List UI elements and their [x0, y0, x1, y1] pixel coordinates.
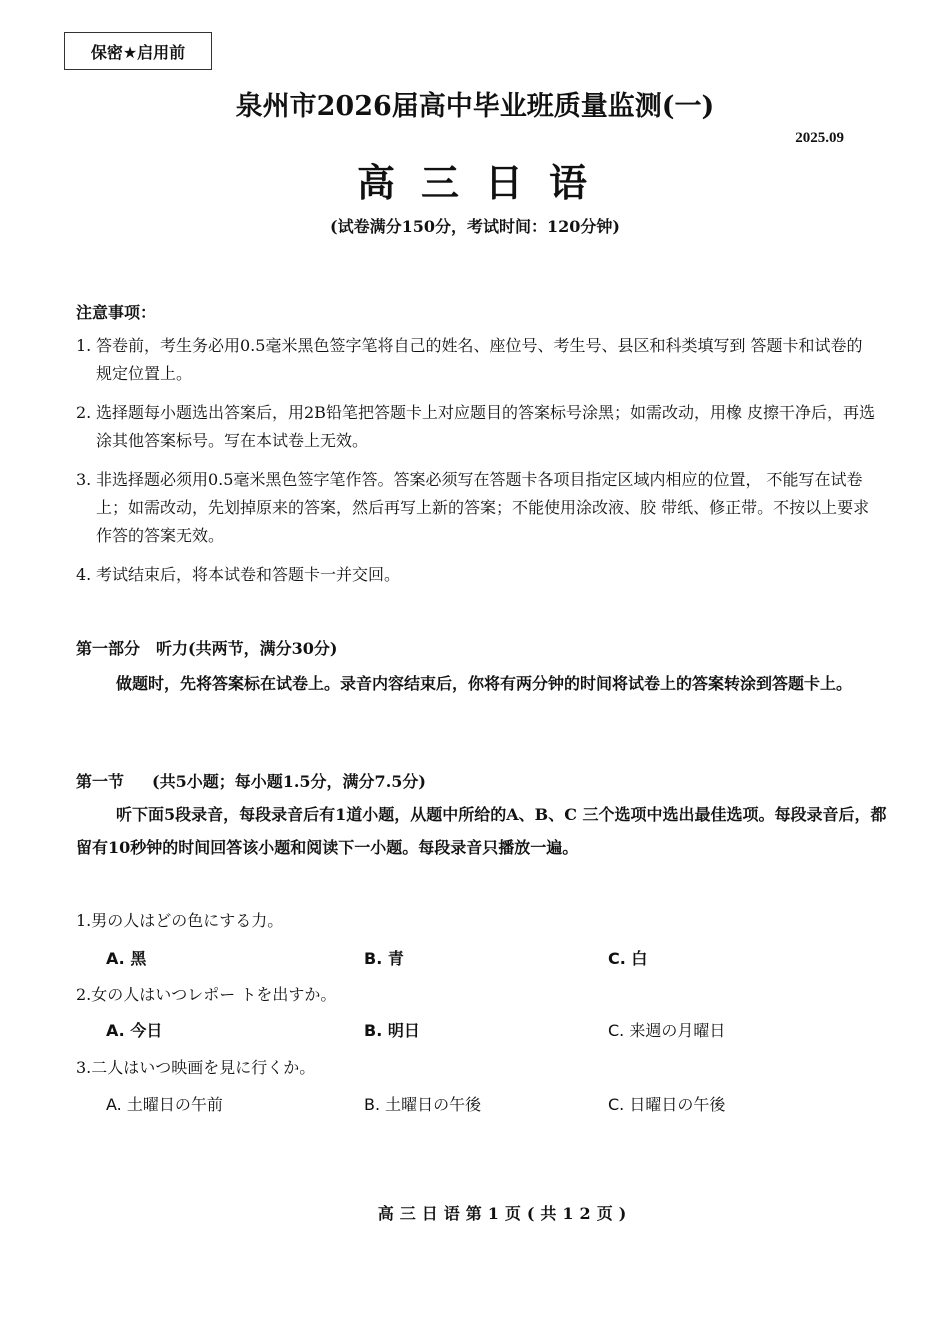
note-number: 2. — [76, 403, 92, 422]
option-b — [364, 946, 404, 969]
score-time-info: (试卷满分150分，考试时间：120分钟) — [330, 217, 620, 236]
option-c — [608, 1018, 725, 1041]
section1-heading-detail: (共5小题；每小题1.5分，满分7.5分) — [152, 772, 426, 791]
option-text: 来週の月曜日 — [629, 1021, 726, 1040]
option-label: C. — [608, 1021, 625, 1040]
option-text: 青 — [387, 949, 404, 968]
note-text: 考试结束后，将本试卷和答题卡一并交回。 — [96, 565, 401, 584]
option-label: B. — [364, 1095, 381, 1114]
option-label: A. — [106, 1021, 125, 1040]
exam-title: 泉州市2026届高中毕业班质量监测(一) — [235, 91, 715, 122]
option-label: A. — [106, 1095, 122, 1114]
note-number: 3. — [76, 470, 92, 489]
note-text: 选择题每小题选出答案后，用2B铅笔把答题卡上对应题目的答案标号涂黑；如需改动，用橡 皮擦干净后，再选涂其他答案标号。写在本试卷上无效。 — [96, 403, 876, 450]
option-label: B. — [364, 1021, 383, 1040]
note-number: 4. — [76, 565, 92, 584]
note-number: 1. — [76, 336, 92, 355]
note-item — [76, 332, 876, 388]
question-stem: 3.二人はいつ映画を見に行くか。 — [76, 1058, 316, 1077]
option-a — [106, 1092, 223, 1115]
part1-instruction: 做题时，先将答案标在试卷上。录音内容结束后，你将有两分钟的时间将试卷上的答案转涂到答题卡上。 — [116, 674, 853, 693]
section1-heading-label: 第一节 — [76, 772, 125, 791]
notes-title: 注意事项： — [76, 303, 157, 322]
option-text: 今日 — [130, 1021, 163, 1040]
section1-instruction: 听下面5段录音，每段录音后有1道小题，从题中所给的A、B、C 三个选项中选出最佳选项。每段录音后，都留有10秒钟的时间回答该小题和阅读下一小题。每段录音只播放一遍。 — [76, 805, 887, 857]
option-text: 白 — [631, 949, 648, 968]
option-b — [364, 1018, 420, 1041]
note-text: 答卷前，考生务必用0.5毫米黑色签字笔将自己的姓名、座位号、考生号、县区和科类填写到 答题卡和试卷的规定位置上。 — [96, 336, 863, 383]
option-label: C. — [608, 1095, 625, 1114]
option-a — [106, 1018, 162, 1041]
option-text: 明日 — [387, 1021, 420, 1040]
note-item — [76, 466, 876, 550]
page-footer: 高三日语第1页(共12页) — [377, 1204, 633, 1223]
confidential-stamp: 保密★启用前 — [64, 32, 212, 70]
note-item — [76, 399, 876, 455]
exam-date: 2025.09 — [795, 130, 844, 146]
option-a — [106, 946, 146, 969]
option-b — [364, 1092, 481, 1115]
option-text: 黑 — [130, 949, 147, 968]
option-label: C. — [608, 949, 626, 968]
option-text: 土曜日の午後 — [385, 1095, 482, 1114]
question-stem: 2.女の人はいつレポー トを出すか。 — [76, 985, 337, 1004]
part1-heading — [76, 636, 337, 659]
subject-title: 高三日语 — [356, 160, 613, 205]
part1-heading-detail: 听力(共两节，满分30分) — [156, 639, 338, 658]
part1-heading-label: 第一部分 — [76, 639, 141, 658]
note-item — [76, 561, 876, 589]
option-text: 日曜日の午後 — [629, 1095, 726, 1114]
option-c — [608, 1092, 725, 1115]
note-text: 非选择题必须用0.5毫米黑色签字笔作答。答案必须写在答题卡各项目指定区域内相应的位置， 不能写在试卷上；如需改动，先划掉原来的答案，然后再写上新的答案；不能使用涂改液、胶 带纸、修正带。不按以上要求作答的答案无效。 — [96, 470, 870, 545]
section1-heading — [76, 769, 426, 792]
question-stem: 1.男の人はどの色にする力。 — [76, 911, 284, 930]
option-label: A. — [106, 949, 125, 968]
option-text: 土曜日の午前 — [126, 1095, 223, 1114]
option-c — [608, 946, 647, 969]
option-label: B. — [364, 949, 383, 968]
